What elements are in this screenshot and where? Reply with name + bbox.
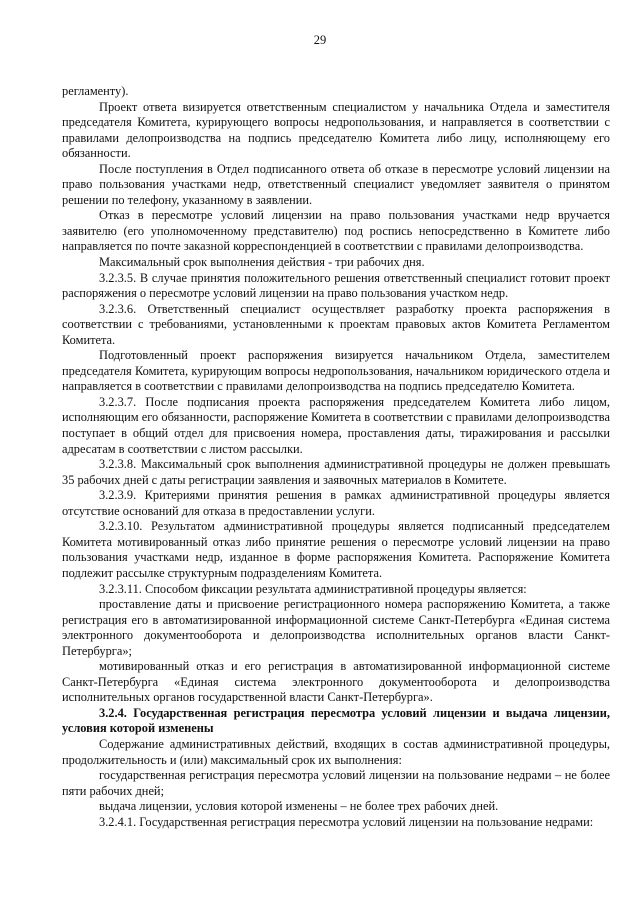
document-body [62,84,610,830]
paragraph-3-2-3-9: 3.2.3.9. Критериями принятия решения в рамках административной процедуры является отсутствие оснований для отказа в предоставлении услуги. [62,488,610,518]
paragraph: Подготовленный проект распоряжения визируется начальником Отдела, заместителем председателя Комитета, курирующим вопросы недропользования, начальником юридического отдела и направляется в соответствии с правилами делопроизводства на подпись председателю Комитета. [62,348,610,394]
paragraph: проставление даты и присвоение регистрационного номера распоряжению Комитета, а также регистрация его в автоматизированной информационной системе Санкт-Петербурга «Единая система электронного документооборота и делопроизводства исполнительных органов власти Санкт-Петербурга»; [62,597,610,658]
paragraph: выдача лицензии, условия которой изменены – не более трех рабочих дней. [99,799,499,814]
paragraph-3-2-3-6: 3.2.3.6. Ответственный специалист осуществляет разработку проекта распоряжения в соответствии с требованиями, установленными к проектам правовых актов Комитета Регламентом Комитета. [62,301,610,347]
page-number: 29 [313,33,327,47]
paragraph-3-2-4-1: 3.2.4.1. Государственная регистрация пересмотра условий лицензии на пользование недрами: [99,814,594,829]
paragraph: Отказ в пересмотре условий лицензии на право пользования участками недр вручается заявителю (его уполномоченному представителю) под роспись непосредственно в Комитете либо направляется по почте заказной корреспонденцией в соответствии с правилами делопроизводства. [62,208,610,254]
paragraph: Содержание административных действий, входящих в состав административной процедуры, продолжительность и (или) максимальный срок их выполнения: [62,736,610,767]
section-heading-3-2-4: 3.2.4. Государственная регистрация пересмотра условий лицензии и выдача лицензии, условия которой изменены [62,705,610,736]
paragraph: государственная регистрация пересмотра условий лицензии на пользование недрами – не более пяти рабочих дней; [62,768,610,798]
paragraph-3-2-3-11: 3.2.3.11. Способом фиксации результата административной процедуры является: [99,581,527,596]
paragraph: Проект ответа визируется ответственным специалистом у начальника Отдела и заместителя председателя Комитета, курирующего вопросы недропользования, и направляется в соответствии с правилами делопроизводства на подпись председателю Комитета либо лицу, исполняющему его обязанности. [62,99,610,161]
paragraph-3-2-3-5: 3.2.3.5. В случае принятия положительного решения ответственный специалист готовит проект распоряжения о пересмотре условий лицензии на право пользования участком недр. [62,270,610,301]
paragraph: Максимальный срок выполнения действия - три рабочих дня. [99,255,425,270]
paragraph: После поступления в Отдел подписанного ответа об отказе в пересмотре условий лицензии на право пользования участками недр, ответственный специалист уведомляет заявителя о принятом решении по телефону, указанному в заявлении. [62,161,610,207]
paragraph-3-2-3-8: 3.2.3.8. Максимальный срок выполнения административной процедуры не должен превышать 35 рабочих дней с даты регистрации заявления и заявочных материалов в Комитете. [62,457,610,487]
paragraph-3-2-3-10: 3.2.3.10. Результатом административной процедуры является подписанный председателем Комитета мотивированный отказ либо принятие решения о пересмотре условий лицензии на право пользования участками недр, изданное в форме распоряжения Комитета. Распоряжение Комитета подлежит рассылке структурным подразделениям Комитета. [62,519,610,580]
paragraph-continuation: регламенту). [62,84,129,98]
paragraph-3-2-3-7: 3.2.3.7. После подписания проекта распоряжения председателем Комитета либо лицом, исполняющим его обязанности, распоряжение Комитета в соответствии с правилами делопроизводства поступает в общий отдел для присвоения номера, проставления даты, тиражирования и рассылки адресатам в соответствии с листом рассылки. [62,394,610,456]
paragraph: мотивированный отказ и его регистрация в автоматизированной информационной системе Санкт-Петербурга «Единая система электронного документооборота и делопроизводства исполнительных органов государственной власти Санкт-Петербурга». [62,659,610,705]
